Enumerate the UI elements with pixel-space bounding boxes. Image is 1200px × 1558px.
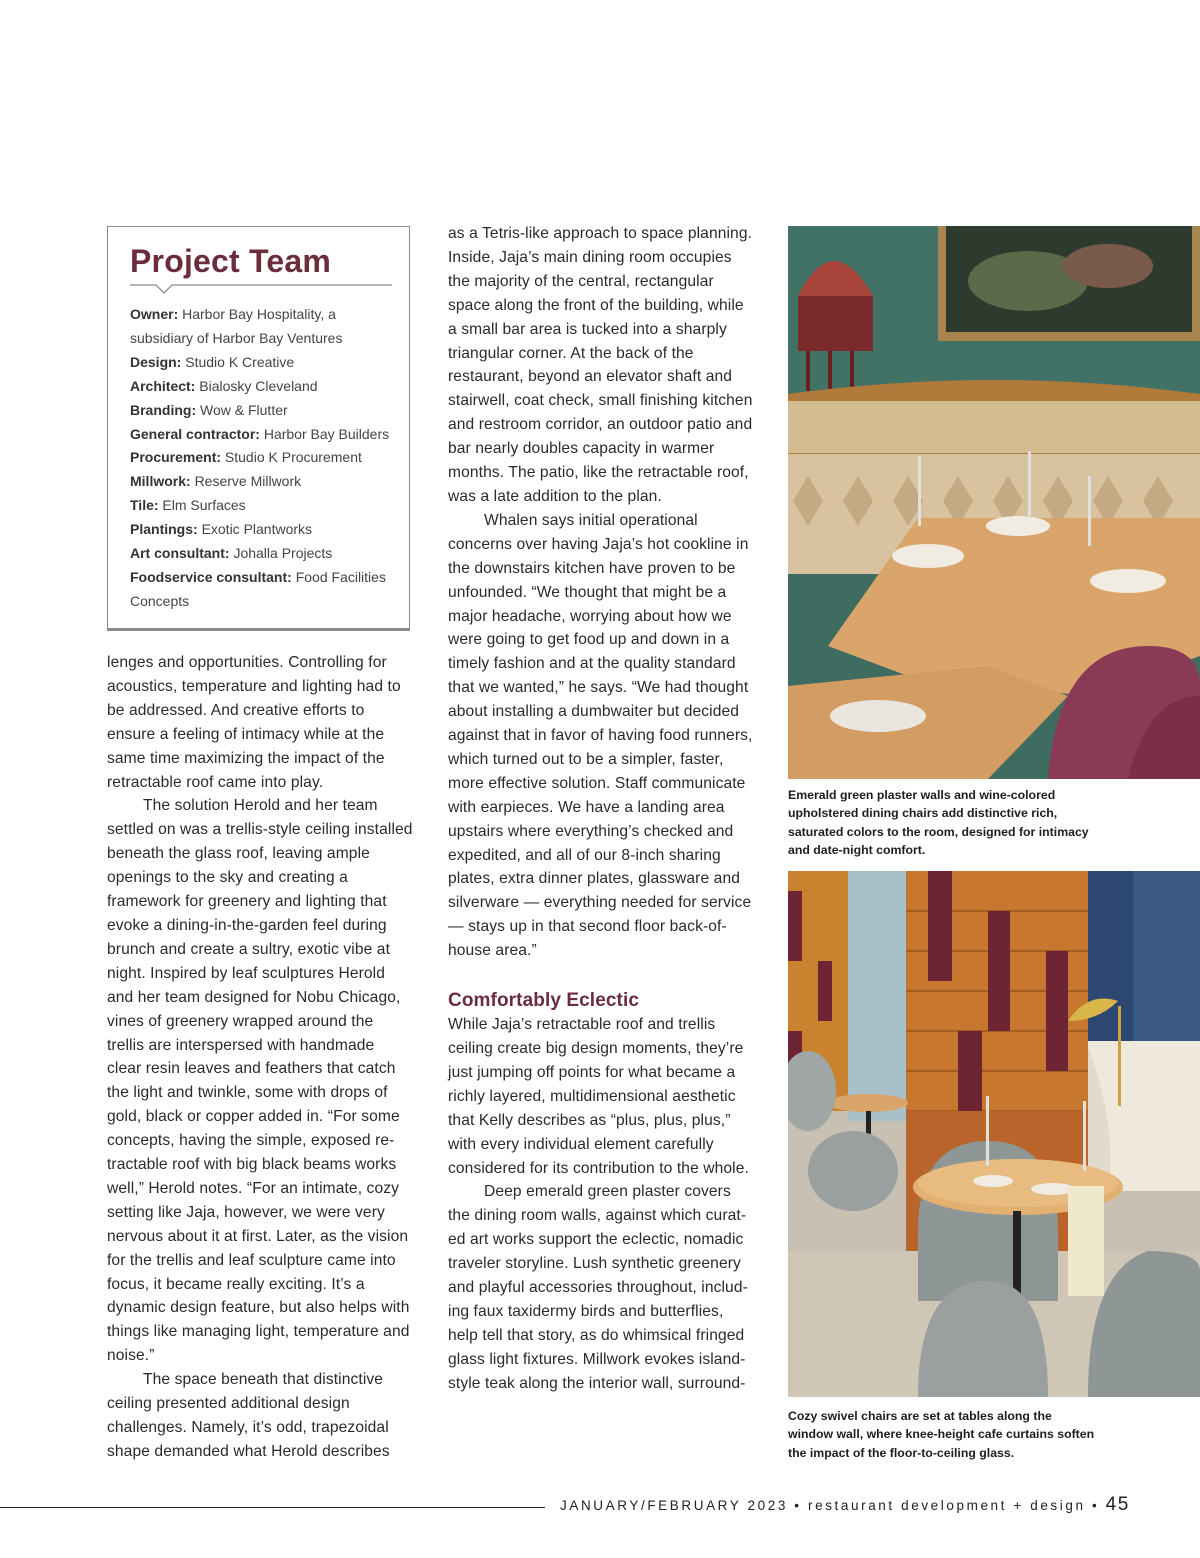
team-credit-row (130, 375, 400, 399)
team-credit-role: Tile: (130, 497, 159, 514)
team-credit-row (130, 518, 400, 542)
team-credit-value: Exotic Plantworks (201, 521, 313, 538)
article-paragraph: While Jaja’s retractable roof and trellis ceiling create big design moments, they’re just jumping off points for what became a richly layered, multidimensional aesthetic that Kelly describes as “plus, plus, plus,” with every individual element carefully considered for its contribution to the whole. (448, 1016, 749, 1177)
article-column-middle (448, 222, 754, 1396)
team-credit-value: Reserve Millwork (194, 473, 302, 490)
team-credit-role: Branding: (130, 401, 197, 418)
article-paragraph: as a Tetris-like approach to space planning. Inside, Jaja’s main dining room occupies the majority of the central, rectangular space along the front of the building, while a small bar area is tucked into a sharply triangular corner. At the back of the restaurant, beyond an elevator shaft and stairwell, coat check, small finishing kitchen and restroom corridor, an outdoor patio and bar nearly doubles capacity in warmer months. The patio, like the retractable roof, was a late addition to the plan. (448, 225, 753, 505)
page-number: 45 (1105, 1494, 1130, 1515)
article-paragraph: Whalen says initial operational concerns over having Jaja’s hot cookline in the downstairs kitchen have proven to be unfounded. “We thought that might be a major headache, worrying about how we were going to get food up and down in a timely fashion and at the quality standard that we wanted,” he says. “We had thought about installing a dumbwaiter but decided against that in favor of having food runners, which turned out to be a simpler, faster, more effective solution. Staff communicate with earpieces. We have a landing area upstairs where everything’s checked and expedited, and all of our 8-inch sharing plates, extra dinner plates, glassware and silverware — everything needed for service — stays up in that second floor back-of-house area.” (448, 511, 753, 960)
team-credit-value: Harbor Bay Hospitality, a subsidiary of Harbor Bay Ventures (130, 306, 343, 346)
team-credit-role: Design: (130, 353, 182, 370)
project-team-title: Project Team (130, 243, 331, 279)
footer-bullet: • (1091, 1498, 1100, 1513)
team-credit-row (130, 494, 400, 518)
issue-date: JANUARY/FEBRUARY 2023 (560, 1498, 788, 1513)
team-credit-value: Studio K Creative (185, 353, 295, 370)
photo-caption-top: Emerald green plaster walls and wine-colored upholstered dining chairs add distinctive rich, saturated colors to the room, designed for intimacy and date-night comfort. (788, 788, 1089, 857)
team-credit-value: Studio K Procurement (224, 449, 362, 466)
dining-room-illustration (788, 226, 1200, 779)
team-credit-value: Harbor Bay Builders (263, 425, 390, 442)
title-divider-with-chevron (130, 283, 392, 297)
article-paragraph: lenges and opportunities. Controlling for acoustics, temperature and lighting had to be addressed. And creative efforts to ensure a feeling of intimacy while at the same time maximizing the impact of the retractable roof came into play. (107, 654, 401, 791)
swivel-chairs-illustration (788, 871, 1200, 1397)
magazine-name: restaurant development + design (807, 1498, 1086, 1513)
photo-caption-bottom: Cozy swivel chairs are set at tables along the window wall, where knee-height cafe curtains soften the impact of the floor-to-ceiling glass. (788, 1409, 1095, 1460)
team-credit-role: Plantings: (130, 521, 198, 538)
article-paragraph: The space beneath that distinctive ceiling presented additional design challenges. Namely, it’s odd, trapezoidal shape demanded what Herold describes (107, 1371, 390, 1460)
article-paragraph: The solution Herold and her team settled on was a trellis-style ceiling installed beneath the glass roof, leaving ample openings to the sky and creating a framework for greenery and lighting that evoke a dining-in-the-garden feel during brunch and create a sultry, exotic vibe at night. Inspired by leaf sculptures Herold and her team designed for Nobu Chicago, vines of greenery wrapped around the trellis are interspersed with handmade clear resin leaves and feathers that catch the light and twinkle, some with drops of gold, black or copper added in. “For some concepts, having the simple, exposed retractable roof with big black beams works well,” Herold notes. “For an intimate, cozy setting like Jaja, however, we were very nervous about it at first. Later, as the vision for the trellis and leaf sculpture came into focus, it became really exciting. It’s a dynamic design feature, but also helps with things like managing light, temperature and noise.” (107, 797, 413, 1365)
article-column-left (107, 651, 413, 1464)
team-credit-role: Procurement: (130, 449, 222, 466)
team-credit-row (130, 566, 400, 614)
team-credit-row (130, 542, 400, 566)
team-credit-value: Wow & Flutter (200, 401, 288, 418)
footer-rule (0, 1507, 545, 1508)
team-credit-role: Owner: (130, 306, 179, 322)
dining-room-photo (788, 226, 1200, 779)
project-team-list (130, 303, 400, 614)
team-credit-row (130, 446, 400, 470)
project-team-box (107, 226, 410, 631)
footer-bullet: • (794, 1498, 802, 1513)
article-paragraph: Deep emerald green plaster covers the dining room walls, against which curated art works support the eclectic, nomadic traveler storyline. Lush synthetic greenery and playful accessories throughout, including faux taxidermy birds and butterflies, help tell that story, as do whimsical fringed glass light fixtures. Millwork evokes island-style teak along the interior wall, surround- (448, 1183, 748, 1392)
team-credit-role: Architect: (130, 377, 196, 394)
team-credit-row (130, 423, 400, 447)
team-credit-role: Millwork: (130, 473, 191, 490)
team-credit-value: Bialosky Cleveland (199, 377, 318, 394)
page-footer (560, 1494, 1130, 1516)
team-credit-row (130, 399, 400, 423)
section-subhead: Comfortably Eclectic (448, 990, 639, 1012)
team-credit-role: Foodservice consultant: (130, 568, 292, 585)
team-credit-row (130, 303, 400, 351)
team-credit-value: Food Facilities Concepts (130, 568, 386, 609)
team-credit-role: Art consultant: (130, 545, 230, 562)
team-credit-row (130, 470, 400, 494)
team-credit-value: Johalla Projects (233, 545, 333, 562)
team-credit-value: Elm Surfaces (162, 497, 246, 514)
swivel-chairs-photo (788, 871, 1200, 1397)
team-credit-row (130, 351, 400, 375)
team-credit-role: General contractor: (130, 425, 260, 442)
